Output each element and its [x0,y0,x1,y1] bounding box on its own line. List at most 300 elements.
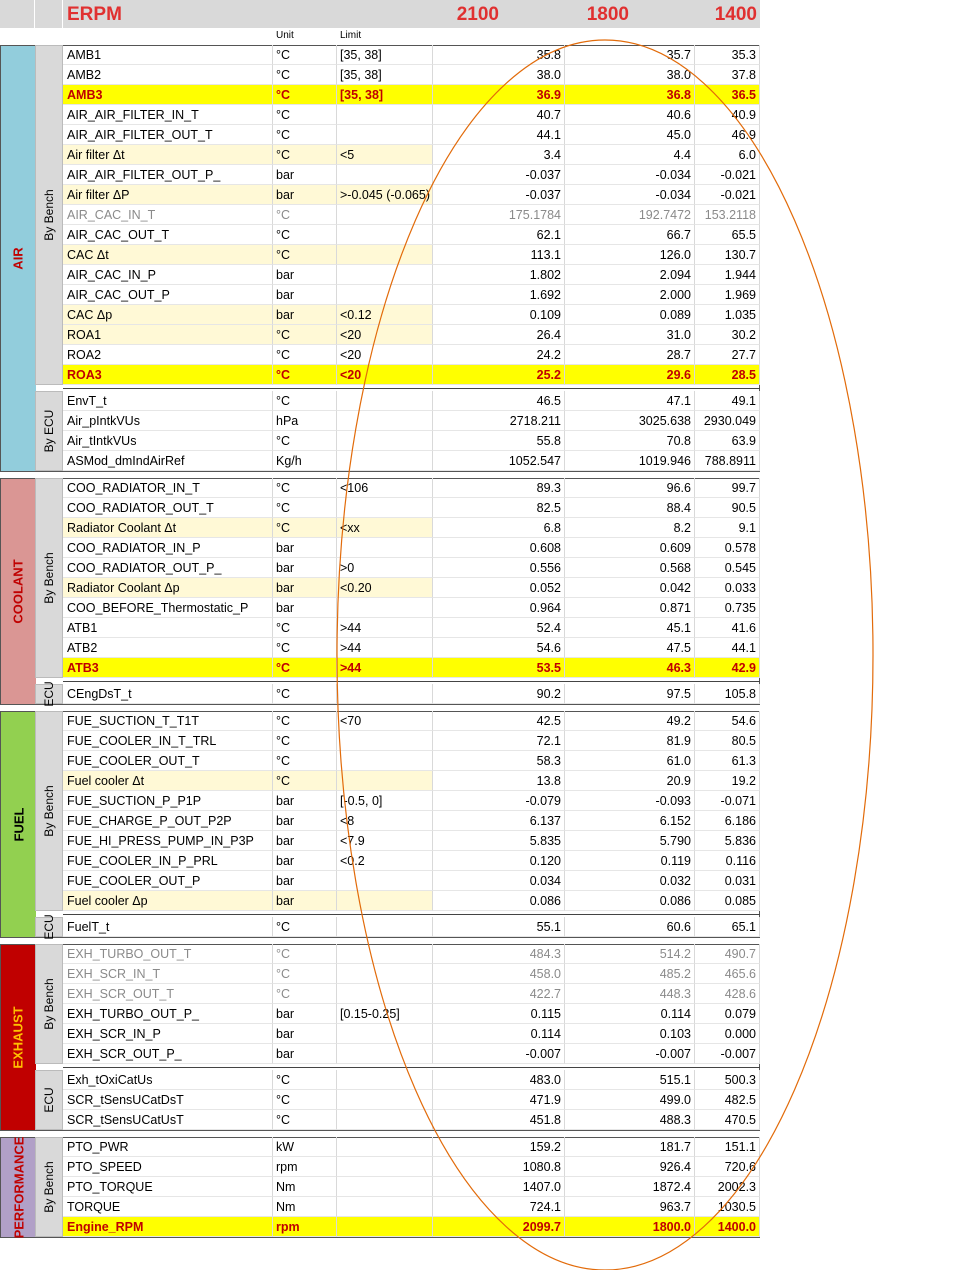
table-row [63,1217,760,1237]
row-value-2100: 1407.0 [433,1177,565,1197]
row-value-1400: 105.8 [695,684,760,704]
group-title: COOLANT [11,559,26,624]
row-name: Exh_tOxiCatUs [63,1070,273,1090]
row-unit: °C [273,731,337,751]
row-name: EXH_SCR_IN_P [63,1024,273,1044]
row-value-1800: 514.2 [565,944,695,964]
row-value-1800: 20.9 [565,771,695,791]
row-value-1800: 46.3 [565,658,695,678]
row-limit: [0.15-0.25] [337,1004,433,1024]
table-row [63,1157,760,1177]
row-value-1800: 45.1 [565,618,695,638]
row-name: ASMod_dmIndAirRef [63,451,273,471]
table-row [63,185,760,205]
row-unit: °C [273,45,337,65]
row-value-1800: 0.103 [565,1024,695,1044]
row-value-1800: -0.093 [565,791,695,811]
row-value-2100: 26.4 [433,325,565,345]
row-limit [337,498,433,518]
row-name: ATB2 [63,638,273,658]
row-limit: <xx [337,518,433,538]
row-value-1400: 9.1 [695,518,760,538]
row-unit: bar [273,871,337,891]
row-name: EXH_TURBO_OUT_T [63,944,273,964]
row-unit: bar [273,1044,337,1064]
row-name: AIR_CAC_IN_T [63,205,273,225]
table-row [63,851,760,871]
row-limit [337,964,433,984]
row-value-1800: 47.5 [565,638,695,658]
row-name: AMB1 [63,45,273,65]
row-value-1400: 482.5 [695,1090,760,1110]
row-value-1800: 0.032 [565,871,695,891]
row-value-1400: 1030.5 [695,1197,760,1217]
group-title: PERFORMANCE [11,1136,26,1239]
table-row [63,1024,760,1044]
group-label-bar [1,945,36,1130]
row-value-1400: 37.8 [695,65,760,85]
row-limit [337,917,433,937]
row-value-1400: 41.6 [695,618,760,638]
row-value-2100: 55.1 [433,917,565,937]
row-limit: [35, 38] [337,85,433,105]
row-value-1800: 88.4 [565,498,695,518]
row-unit: kW [273,1137,337,1157]
row-unit: bar [273,265,337,285]
group-label [1,945,36,1130]
row-unit: °C [273,365,337,385]
row-value-1400: 0.033 [695,578,760,598]
row-limit [337,1217,433,1237]
row-value-2100: 44.1 [433,125,565,145]
row-value-1800: 70.8 [565,431,695,451]
row-name: PTO_TORQUE [63,1177,273,1197]
row-value-2100: 46.5 [433,391,565,411]
row-value-1400: 1400.0 [695,1217,760,1237]
row-value-2100: 0.608 [433,538,565,558]
row-value-1800: 499.0 [565,1090,695,1110]
row-value-2100: 25.2 [433,365,565,385]
table-row [63,1070,760,1090]
row-name: AIR_CAC_IN_P [63,265,273,285]
row-value-1800: 60.6 [565,917,695,937]
row-unit: bar [273,831,337,851]
row-value-1800: 515.1 [565,1070,695,1090]
row-unit: °C [273,771,337,791]
row-value-1800: 0.089 [565,305,695,325]
row-limit [337,451,433,471]
row-value-1800: 47.1 [565,391,695,411]
row-unit: °C [273,391,337,411]
erpm-label: ERPM [63,0,370,28]
row-value-2100: 55.8 [433,431,565,451]
row-value-1400: 63.9 [695,431,760,451]
table-row [63,431,760,451]
subgroup-2-0 [35,711,63,911]
table-row [63,478,760,498]
row-value-2100: 0.114 [433,1024,565,1044]
row-value-2100: 52.4 [433,618,565,638]
table-row [63,618,760,638]
table-row [63,1090,760,1110]
row-limit: [35, 38] [337,65,433,85]
row-value-2100: -0.007 [433,1044,565,1064]
row-unit: °C [273,245,337,265]
row-value-2100: 471.9 [433,1090,565,1110]
group-label-bar [1,46,36,471]
row-name: CEngDsT_t [63,684,273,704]
rpm-col-1800: 1800 [502,0,632,28]
row-value-1400: 40.9 [695,105,760,125]
row-limit [337,391,433,411]
row-value-1800: 29.6 [565,365,695,385]
row-value-1400: 46.9 [695,125,760,145]
row-limit: <20 [337,325,433,345]
row-value-2100: 89.3 [433,478,565,498]
row-value-1400: 1.944 [695,265,760,285]
row-limit [337,205,433,225]
row-name: PTO_PWR [63,1137,273,1157]
row-limit [337,751,433,771]
subgroup-4-0 [35,1137,63,1237]
row-value-1400: -0.021 [695,165,760,185]
row-limit [337,598,433,618]
row-value-1400: 153.2118 [695,205,760,225]
row-unit: °C [273,917,337,937]
row-value-2100: 175.1784 [433,205,565,225]
row-unit: °C [273,964,337,984]
row-limit [337,944,433,964]
table-row [63,411,760,431]
table-row [63,1137,760,1157]
row-value-1400: 1.035 [695,305,760,325]
row-value-1400: 130.7 [695,245,760,265]
row-limit [337,165,433,185]
row-value-2100: 82.5 [433,498,565,518]
row-name: PTO_SPEED [63,1157,273,1177]
table-row [63,285,760,305]
row-name: COO_RADIATOR_IN_P [63,538,273,558]
row-value-2100: 90.2 [433,684,565,704]
row-limit: <20 [337,365,433,385]
row-value-1800: 126.0 [565,245,695,265]
row-unit: °C [273,518,337,538]
table-row [63,771,760,791]
row-value-2100: 54.6 [433,638,565,658]
row-value-1800: 963.7 [565,1197,695,1217]
row-name: COO_BEFORE_Thermostatic_P [63,598,273,618]
row-unit: °C [273,431,337,451]
row-limit [337,1070,433,1090]
row-limit: <5 [337,145,433,165]
row-value-1400: 151.1 [695,1137,760,1157]
row-unit: Nm [273,1177,337,1197]
table-row [63,165,760,185]
row-value-2100: 35.8 [433,45,565,65]
subgroup-1-1 [35,681,63,707]
row-value-1400: 35.3 [695,45,760,65]
table-row [63,598,760,618]
row-value-2100: 2099.7 [433,1217,565,1237]
row-name: FUE_SUCTION_P_P1P [63,791,273,811]
row-value-2100: -0.037 [433,165,565,185]
row-value-1400: 65.1 [695,917,760,937]
row-name: Radiator Coolant Δt [63,518,273,538]
table-row [63,1004,760,1024]
row-value-2100: 6.8 [433,518,565,538]
row-unit: °C [273,345,337,365]
row-unit: °C [273,225,337,245]
header-corner-2 [35,0,63,28]
row-limit: <70 [337,711,433,731]
row-unit: bar [273,538,337,558]
row-unit: °C [273,205,337,225]
row-value-1800: 36.8 [565,85,695,105]
row-value-2100: 13.8 [433,771,565,791]
row-value-1800: 49.2 [565,711,695,731]
row-name: Fuel cooler Δt [63,771,273,791]
row-unit: rpm [273,1217,337,1237]
row-value-1400: 54.6 [695,711,760,731]
row-value-1400: 465.6 [695,964,760,984]
row-value-1400: 2002.3 [695,1177,760,1197]
table-row [63,831,760,851]
row-name: FUE_COOLER_OUT_T [63,751,273,771]
row-value-2100: 1.692 [433,285,565,305]
row-value-1800: 926.4 [565,1157,695,1177]
row-limit [337,431,433,451]
row-unit: °C [273,638,337,658]
row-value-1400: 470.5 [695,1110,760,1130]
row-name: COO_RADIATOR_IN_T [63,478,273,498]
group-label-bar [1,479,36,704]
section-divider [63,681,760,682]
row-value-2100: 0.115 [433,1004,565,1024]
row-limit [337,1024,433,1044]
row-unit: bar [273,558,337,578]
row-value-2100: 451.8 [433,1110,565,1130]
group-label-bar [1,712,36,937]
row-name: Air filter ΔP [63,185,273,205]
row-limit: >0 [337,558,433,578]
row-name: TORQUE [63,1197,273,1217]
row-value-1400: 0.735 [695,598,760,618]
row-value-1400: 720.6 [695,1157,760,1177]
row-limit [337,1177,433,1197]
row-unit: bar [273,165,337,185]
row-limit: <0.20 [337,578,433,598]
row-value-1400: 5.836 [695,831,760,851]
row-value-2100: 72.1 [433,731,565,751]
table-row [63,498,760,518]
table-row [63,225,760,245]
row-name: ROA3 [63,365,273,385]
row-value-2100: 58.3 [433,751,565,771]
row-value-2100: 0.052 [433,578,565,598]
row-name: ROA2 [63,345,273,365]
group-title: FUEL [10,807,26,842]
section-divider [63,914,760,915]
row-unit: bar [273,851,337,871]
row-value-1400: 6.0 [695,145,760,165]
rpm-col-2100: 2100 [370,0,502,28]
row-value-1400: 500.3 [695,1070,760,1090]
row-value-2100: 0.086 [433,891,565,911]
row-name: Air_pIntkVUs [63,411,273,431]
row-value-2100: 0.556 [433,558,565,578]
row-limit [337,245,433,265]
row-name: ROA1 [63,325,273,345]
row-limit: <0.2 [337,851,433,871]
row-unit: °C [273,711,337,731]
table-row [63,451,760,471]
table-row [63,711,760,731]
row-name: COO_RADIATOR_OUT_T [63,498,273,518]
row-value-2100: 724.1 [433,1197,565,1217]
table-row [63,731,760,751]
table-row [63,1110,760,1130]
table-row [63,265,760,285]
table-row [63,917,760,937]
header-corner-1 [0,0,35,28]
row-limit [337,125,433,145]
row-value-1800: 2.094 [565,265,695,285]
row-limit [337,1044,433,1064]
row-unit: °C [273,85,337,105]
group-label [1,712,36,937]
row-limit: <0.12 [337,305,433,325]
row-value-1400: 0.116 [695,851,760,871]
row-name: Radiator Coolant Δp [63,578,273,598]
row-limit [337,684,433,704]
subgroup-label: By Bench [42,785,56,837]
table-row [63,811,760,831]
row-name: EXH_TURBO_OUT_P_ [63,1004,273,1024]
table-row [63,105,760,125]
group-label [1,1138,36,1237]
table-row [63,791,760,811]
row-limit: >44 [337,618,433,638]
subgroup-label: ECU [42,681,56,707]
row-value-1400: 2930.049 [695,411,760,431]
row-name: AIR_CAC_OUT_P [63,285,273,305]
subgroup-label: By ECU [42,409,56,453]
row-value-2100: 53.5 [433,658,565,678]
subgroup-2-1 [35,914,63,940]
row-value-2100: 6.137 [433,811,565,831]
row-value-1800: 0.042 [565,578,695,598]
table-row [63,325,760,345]
table-row [63,578,760,598]
row-name: Air_tIntkVUs [63,431,273,451]
row-limit [337,225,433,245]
row-value-2100: -0.079 [433,791,565,811]
row-name: SCR_tSensUCatDsT [63,1090,273,1110]
row-unit: rpm [273,1157,337,1177]
row-value-1400: 61.3 [695,751,760,771]
row-limit: <8 [337,811,433,831]
row-value-1800: 0.114 [565,1004,695,1024]
row-unit: °C [273,1090,337,1110]
row-unit: bar [273,185,337,205]
row-limit [337,1197,433,1217]
row-value-2100: 3.4 [433,145,565,165]
row-name: ATB1 [63,618,273,638]
row-value-1400: 99.7 [695,478,760,498]
row-unit: Nm [273,1197,337,1217]
table-row [63,984,760,1004]
row-value-2100: 483.0 [433,1070,565,1090]
row-unit: bar [273,791,337,811]
row-limit [337,1137,433,1157]
subgroup-label: By Bench [42,978,56,1030]
table-row [63,365,760,385]
row-name: CAC Δt [63,245,273,265]
row-value-1800: 0.119 [565,851,695,871]
row-limit [337,871,433,891]
row-value-1800: 0.568 [565,558,695,578]
row-value-2100: 5.835 [433,831,565,851]
subgroup-0-1 [35,391,63,471]
row-unit: bar [273,598,337,618]
table-row [63,1177,760,1197]
row-name: EXH_SCR_OUT_P_ [63,1044,273,1064]
row-limit: >-0.045 (-0.065) [337,185,433,205]
group-label-bar [1,1138,36,1237]
table-row [63,891,760,911]
row-value-2100: 422.7 [433,984,565,1004]
row-limit [337,538,433,558]
section-divider [63,1067,760,1068]
row-value-1400: 44.1 [695,638,760,658]
row-unit: °C [273,1110,337,1130]
row-unit: Kg/h [273,451,337,471]
row-value-1800: 4.4 [565,145,695,165]
row-unit: bar [273,811,337,831]
row-value-1400: 36.5 [695,85,760,105]
row-value-1800: 485.2 [565,964,695,984]
row-unit: °C [273,145,337,165]
row-limit [337,105,433,125]
row-unit: °C [273,325,337,345]
row-unit: °C [273,944,337,964]
row-limit: <20 [337,345,433,365]
row-value-2100: 113.1 [433,245,565,265]
subgroup-3-1 [35,1070,63,1130]
row-value-1800: 488.3 [565,1110,695,1130]
row-value-1800: 45.0 [565,125,695,145]
row-value-2100: 458.0 [433,964,565,984]
row-value-1400: 6.186 [695,811,760,831]
row-name: AIR_AIR_FILTER_IN_T [63,105,273,125]
row-value-2100: 1.802 [433,265,565,285]
row-unit: °C [273,658,337,678]
row-value-1800: 3025.638 [565,411,695,431]
row-unit: °C [273,984,337,1004]
row-limit [337,891,433,911]
table-row [63,684,760,704]
group-label [1,46,36,471]
row-limit: [35, 38] [337,45,433,65]
section-divider [63,388,760,389]
table-row [63,85,760,105]
row-value-1800: 31.0 [565,325,695,345]
row-value-1400: -0.071 [695,791,760,811]
row-value-1400: 0.578 [695,538,760,558]
table-row [63,964,760,984]
group-label [1,479,36,704]
row-name: Fuel cooler Δp [63,891,273,911]
